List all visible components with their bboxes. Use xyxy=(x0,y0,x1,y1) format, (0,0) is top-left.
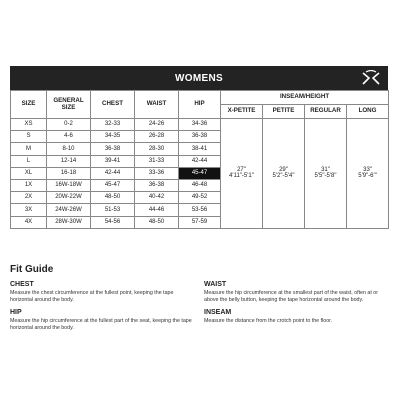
cell-chest: 34-35 xyxy=(91,131,135,143)
fit-item-text: Measure the hip circumference at the smallest part of the waist, often at or above the belly button, keeping the tape horizontal around the body. xyxy=(204,290,378,304)
inseam-x-petite xyxy=(221,119,263,229)
col-regular: REGULAR xyxy=(305,105,347,119)
cell-waist: 24-26 xyxy=(135,119,179,131)
col-petite: PETITE xyxy=(263,105,305,119)
height-value: 5'2"-5'4" xyxy=(272,173,295,180)
fit-item-text: Measure the chest circumference at the fullest point, keeping the tape horizontal around the body. xyxy=(10,290,174,304)
chart-title: WOMENS xyxy=(175,72,223,84)
col-long: LONG xyxy=(347,105,389,119)
col-chest: CHEST xyxy=(91,91,135,119)
cell-hip: 36-38 xyxy=(179,131,221,143)
cell-size: 4X xyxy=(11,216,47,228)
cell-size: S xyxy=(11,131,47,143)
cell-hip: 42-44 xyxy=(179,155,221,167)
cell-hip: 38-41 xyxy=(179,143,221,155)
cell-chest: 51-53 xyxy=(91,204,135,216)
cell-waist: 40-42 xyxy=(135,192,179,204)
inseam-value: 33" xyxy=(363,166,372,173)
height-value: 4'11"-5'1" xyxy=(229,173,254,180)
cell-hip: 46-48 xyxy=(179,179,221,191)
fit-guide-title: Fit Guide xyxy=(10,264,54,275)
inseam-value: 31" xyxy=(321,166,330,173)
cell-general: 16W-18W xyxy=(47,179,91,191)
height-value: 5'9"-6'" xyxy=(358,173,377,180)
cell-size: XL xyxy=(11,167,47,179)
fit-item-chest xyxy=(10,281,196,304)
cell-general: 8-10 xyxy=(47,143,91,155)
col-waist: WAIST xyxy=(135,91,179,119)
fit-item-hip xyxy=(10,309,196,332)
cell-size: L xyxy=(11,155,47,167)
cell-chest: 32-33 xyxy=(91,119,135,131)
cell-chest: 36-38 xyxy=(91,143,135,155)
height-value: 5'5"-5'8" xyxy=(314,173,337,180)
title-bar xyxy=(10,66,388,90)
cell-general: 12-14 xyxy=(47,155,91,167)
inseam-long xyxy=(347,119,389,229)
inseam-regular xyxy=(305,119,347,229)
cell-hip: 49-52 xyxy=(179,192,221,204)
cell-waist: 36-38 xyxy=(135,179,179,191)
cell-chest: 48-50 xyxy=(91,192,135,204)
x-brand-logo-icon xyxy=(362,70,380,86)
fit-item-waist xyxy=(204,281,390,304)
cell-size: 2X xyxy=(11,192,47,204)
fit-item-text: Measure the hip circumference at the fullest part of the seat, keeping the tape horizontal around the body. xyxy=(10,318,192,332)
fit-item-inseam xyxy=(204,309,390,332)
cell-size: XS xyxy=(11,119,47,131)
cell-waist: 28-30 xyxy=(135,143,179,155)
cell-waist: 31-33 xyxy=(135,155,179,167)
cell-general: 16-18 xyxy=(47,167,91,179)
cell-size: M xyxy=(11,143,47,155)
inseam-value: 27" xyxy=(237,166,246,173)
inseam-value: 29" xyxy=(279,166,288,173)
cell-waist: 33-36 xyxy=(135,167,179,179)
cell-waist: 26-28 xyxy=(135,131,179,143)
cell-general: 4-6 xyxy=(47,131,91,143)
cell-hip: 53-56 xyxy=(179,204,221,216)
cell-hip: 57-59 xyxy=(179,216,221,228)
cell-general: 20W-22W xyxy=(47,192,91,204)
fit-item-title: CHEST xyxy=(10,281,34,288)
col-size: SIZE xyxy=(11,91,47,119)
cell-general: 24W-26W xyxy=(47,204,91,216)
cell-chest: 54-56 xyxy=(91,216,135,228)
size-chart xyxy=(10,66,388,356)
col-x-petite: X-PETITE xyxy=(221,105,263,119)
fit-item-title: INSEAM xyxy=(204,309,232,317)
cell-chest: 45-47 xyxy=(91,179,135,191)
cell-size: 3X xyxy=(11,204,47,216)
cell-chest: 39-41 xyxy=(91,155,135,167)
size-table xyxy=(10,90,389,229)
col-hip: HIP xyxy=(179,91,221,119)
col-inseam-height: INSEAM/HEIGHT xyxy=(221,91,389,105)
col-general-size: GENERAL SIZE xyxy=(47,91,91,119)
fit-item-title: HIP xyxy=(10,309,22,317)
cell-general: 0-2 xyxy=(47,119,91,131)
fit-item-title: WAIST xyxy=(204,281,227,288)
table-row xyxy=(11,119,389,131)
fit-guide-grid xyxy=(10,281,388,333)
cell-size: 1X xyxy=(11,179,47,191)
cell-waist: 48-50 xyxy=(135,216,179,228)
fit-item-text: Measure the distance from the crotch point to the floor. xyxy=(204,318,333,325)
cell-hip: 34-36 xyxy=(179,119,221,131)
cell-general: 28W-30W xyxy=(47,216,91,228)
fit-guide xyxy=(10,264,388,333)
cell-chest: 42-44 xyxy=(91,167,135,179)
cell-waist: 44-46 xyxy=(135,204,179,216)
inseam-petite xyxy=(263,119,305,229)
cell-hip-highlighted: 45-47 xyxy=(179,167,221,179)
